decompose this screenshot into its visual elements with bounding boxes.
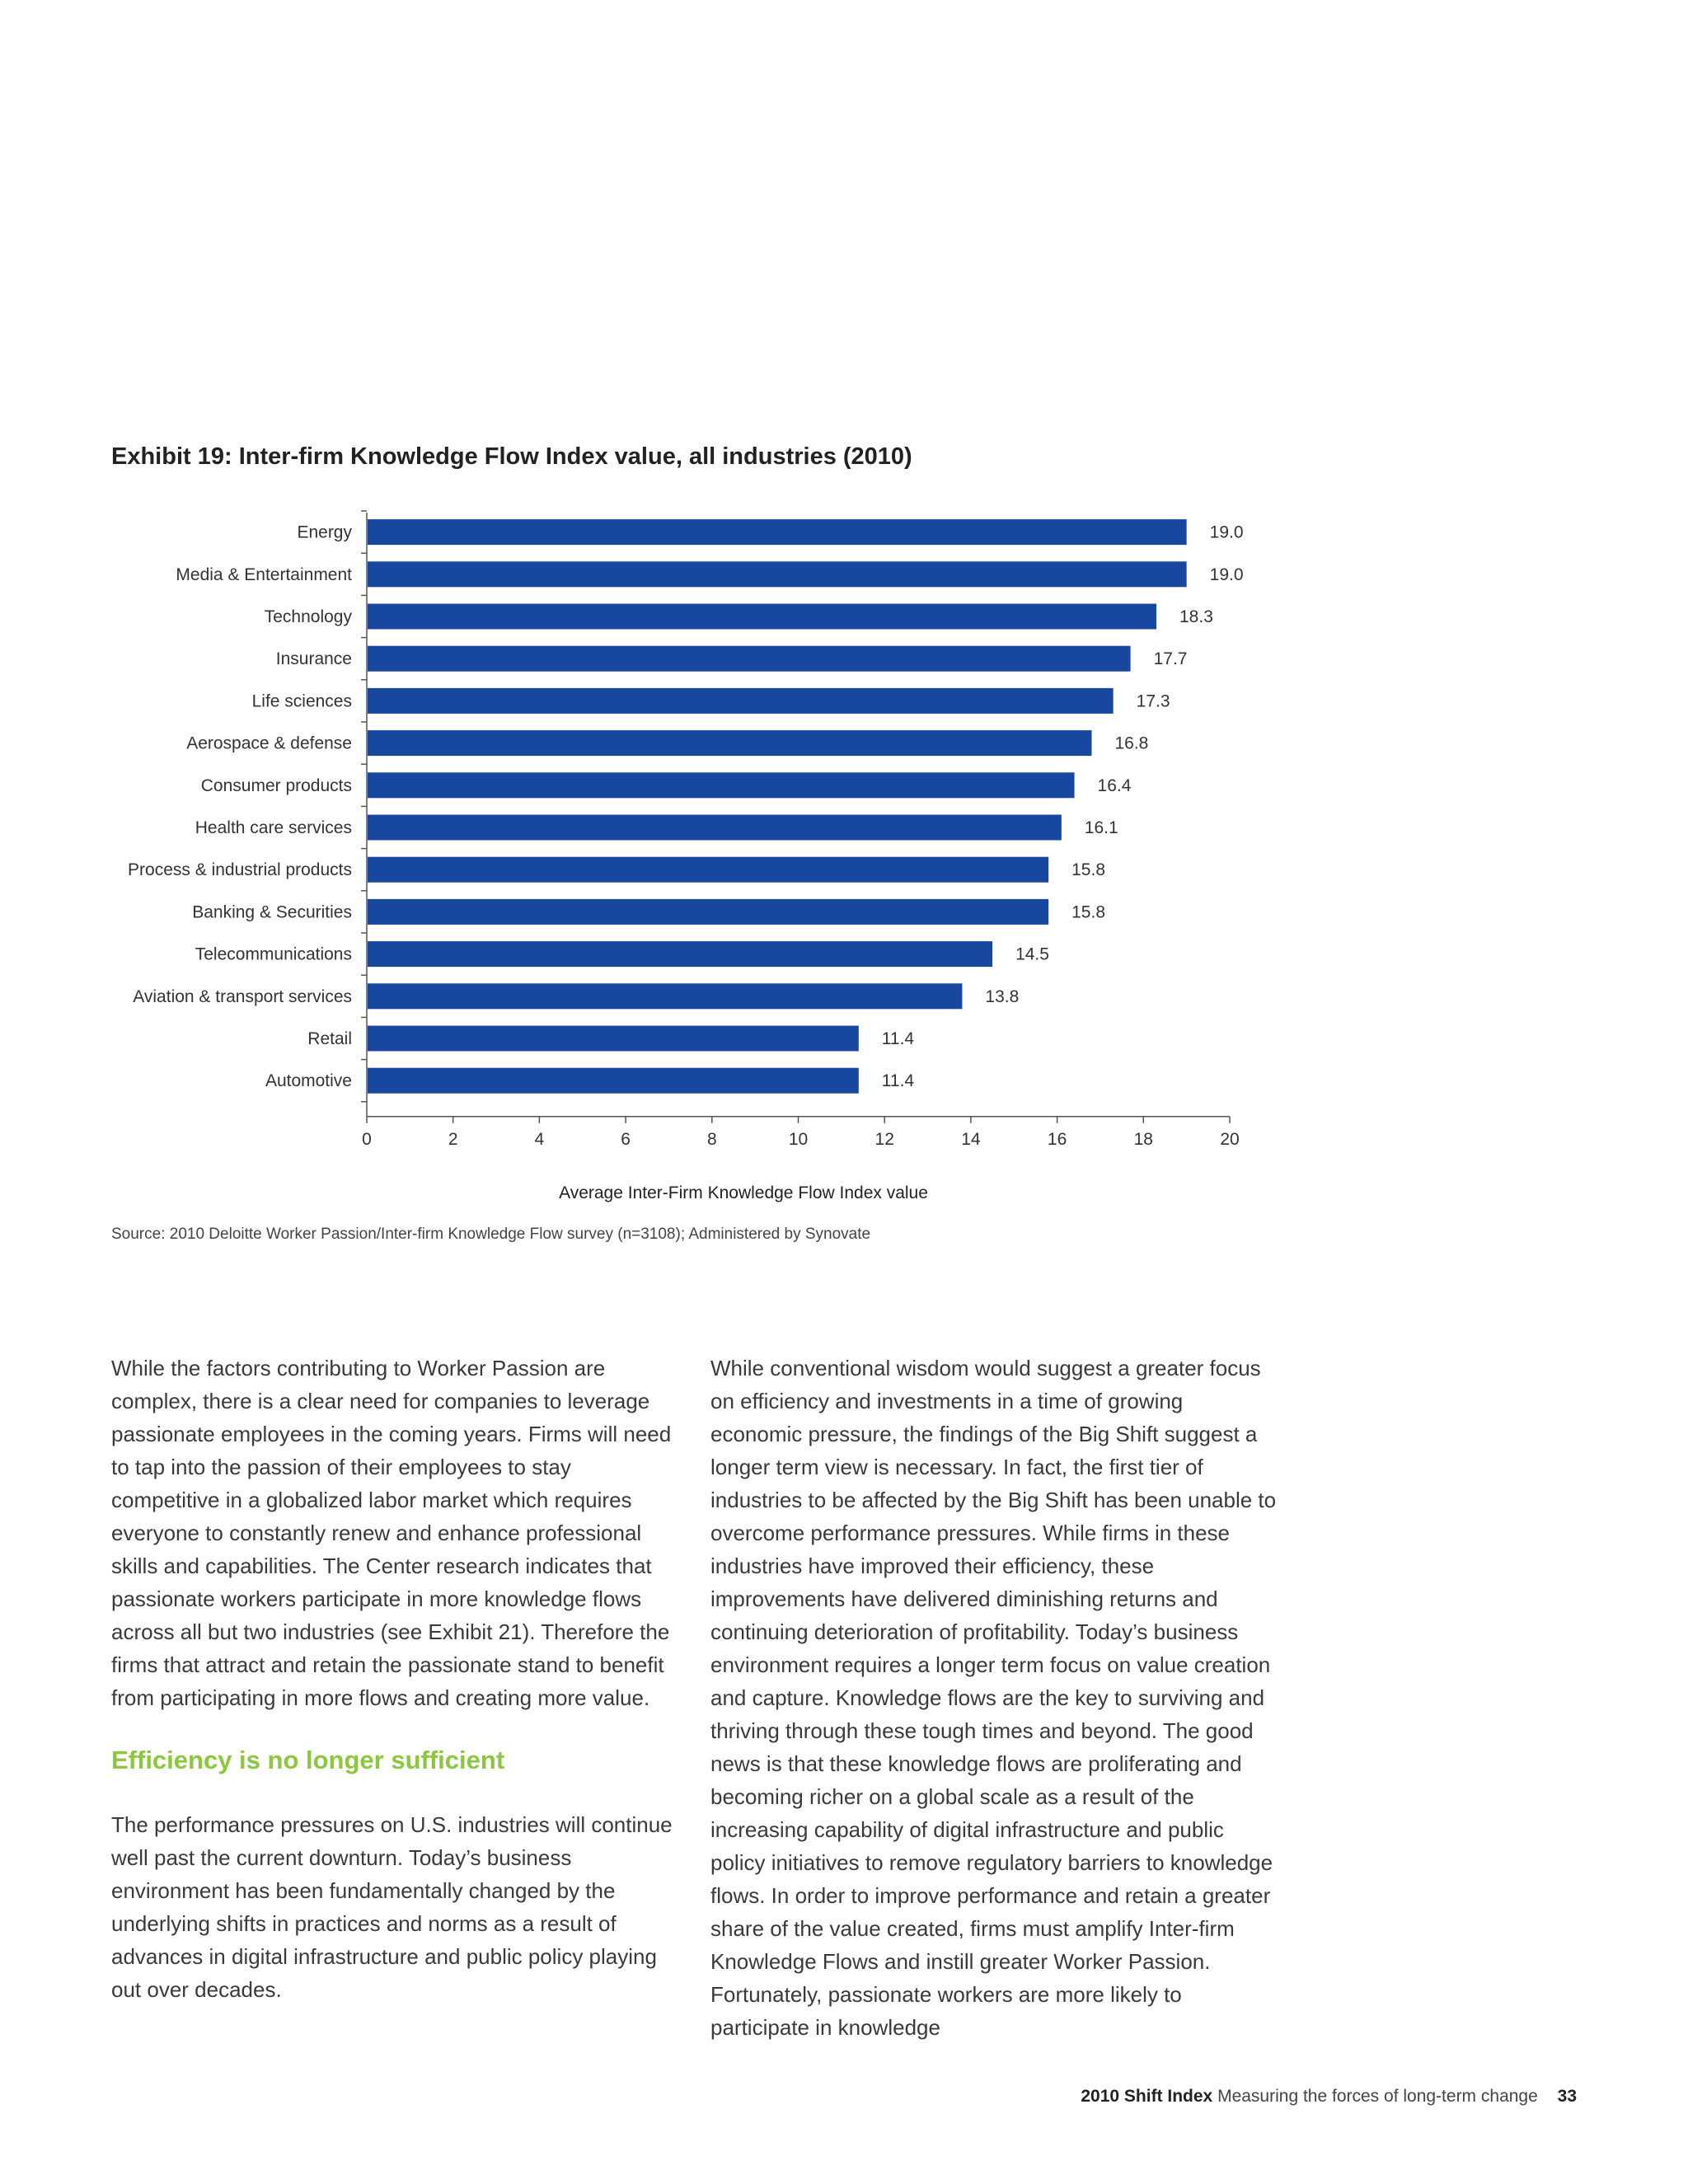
bar [368,688,1114,714]
data-label: 19.0 [1209,565,1244,584]
category-label: Media & Entertainment [176,565,352,584]
bar [368,561,1187,587]
x-tick-label: 16 [1047,1129,1067,1149]
category-label: Life sciences [251,691,352,711]
category-label: Insurance [275,649,352,669]
x-axis-title: Average Inter-Firm Knowledge Flow Index value [559,1183,928,1202]
body-column-right [710,1352,1279,2044]
data-label: 17.3 [1136,691,1170,711]
x-tick-label: 8 [706,1129,717,1149]
chart-title: Exhibit 19: Inter-firm Knowledge Flow Index value, all industries (2010) [111,443,912,470]
body-paragraph: The performance pressures on U.S. industries will continue well past the current downturn. Today’s business environment has been fundamentally changed by the underlying shifts in practices and norms as a result of advances in digital infrastructure and public policy playing out over decades. [111,1812,673,2002]
page-footer [1081,2087,1577,2107]
category-label: Automotive [265,1071,352,1091]
bar-chart [0,494,1319,1236]
data-label: 17.7 [1153,649,1188,669]
category-label: Process & industrial products [128,860,352,880]
data-label: 15.8 [1071,860,1106,880]
bar [368,899,1048,925]
data-label: 11.4 [881,1071,915,1091]
data-label: 16.4 [1097,776,1132,795]
x-tick-label: 6 [621,1129,631,1149]
category-label: Retail [307,1029,352,1048]
page-number: 33 [1557,2087,1577,2106]
data-label: 14.5 [1015,944,1049,964]
x-tick-label: 10 [788,1129,809,1149]
x-tick-label: 0 [362,1129,372,1149]
x-tick-label: 4 [534,1129,545,1149]
body-paragraph: While the factors contributing to Worker Passion are complex, there is a clear need for companies to leverage passionate employees in the coming years. Firms will need to tap into the passion of their employees to stay competitive in a globalized labor market which requires everyone to constantly renew and enhance professional skills and capabilities. The Center research indicates that passionate workers participate in more knowledge flows across all but two industries (see Exhibit 21). Therefore the firms that attract and retain the passionate stand to benefit from participating in more flows and creating more value. [111,1356,672,1710]
category-label: Technology [264,607,352,626]
data-label: 16.8 [1114,733,1149,753]
section-subheading: Efficiency is no longer sufficient [111,1746,505,1774]
x-tick-label: 20 [1220,1129,1240,1149]
bar [368,604,1156,630]
category-label: Consumer products [200,776,352,795]
chart-source: Source: 2010 Deloitte Worker Passion/Inter-firm Knowledge Flow survey (n=3108); Administered by Synovate [111,1226,871,1243]
category-label: Aerospace & defense [186,733,352,753]
bar [368,941,992,967]
bar [368,1068,859,1094]
category-label: Energy [297,523,352,542]
x-tick-label: 18 [1133,1129,1153,1149]
bar [368,857,1048,883]
bar [368,983,962,1009]
bar [368,519,1187,545]
footer-publication: 2010 Shift Index [1081,2087,1213,2106]
data-label: 11.4 [881,1029,915,1048]
x-tick-label: 12 [874,1129,894,1149]
body-paragraph: While conventional wisdom would suggest a greater focus on efficiency and investments in a time of growing economic pressure, the findings of the Big Shift suggest a longer term view is necessary. In fact, the first tier of industries to be affected by the Big Shift has been unable to overcome performance pressures. While firms in these industries have improved their efficiency, these improvements have delivered diminishing returns and continuing deterioration of profitability. Today’s business environment requires a longer term focus on value creation and capture. Knowledge flows are the key to surviving and thriving through these tough times and beyond. The good news is that these knowledge flows are proliferating and becoming richer on a global scale as a result of the increasing capability of digital infrastructure and public policy initiatives to remove regulatory barriers to knowledge flows. In order to improve performance and retain a greater share of the value created, firms must amplify Inter-firm Knowledge Flows and instill greater Worker Passion. Fortunately, passionate workers are more likely to participate in knowledge [710,1356,1277,2040]
data-label: 18.3 [1179,607,1213,626]
category-label: Aviation & transport services [133,987,352,1006]
footer-tagline: Measuring the forces of long-term change [1217,2087,1538,2106]
data-label: 15.8 [1071,902,1106,922]
category-label: Health care services [195,818,352,837]
category-label: Telecommunications [195,944,352,964]
bar [368,1026,859,1052]
x-tick-label: 14 [961,1129,981,1149]
bar [368,646,1131,672]
bar [368,730,1091,756]
bar [368,772,1075,798]
x-tick-label: 2 [448,1129,458,1149]
bar [368,815,1062,841]
data-label: 16.1 [1084,818,1118,837]
category-label: Banking & Securities [192,902,352,922]
data-label: 19.0 [1209,523,1244,542]
body-column-left [111,1352,680,2006]
data-label: 13.8 [985,987,1020,1006]
